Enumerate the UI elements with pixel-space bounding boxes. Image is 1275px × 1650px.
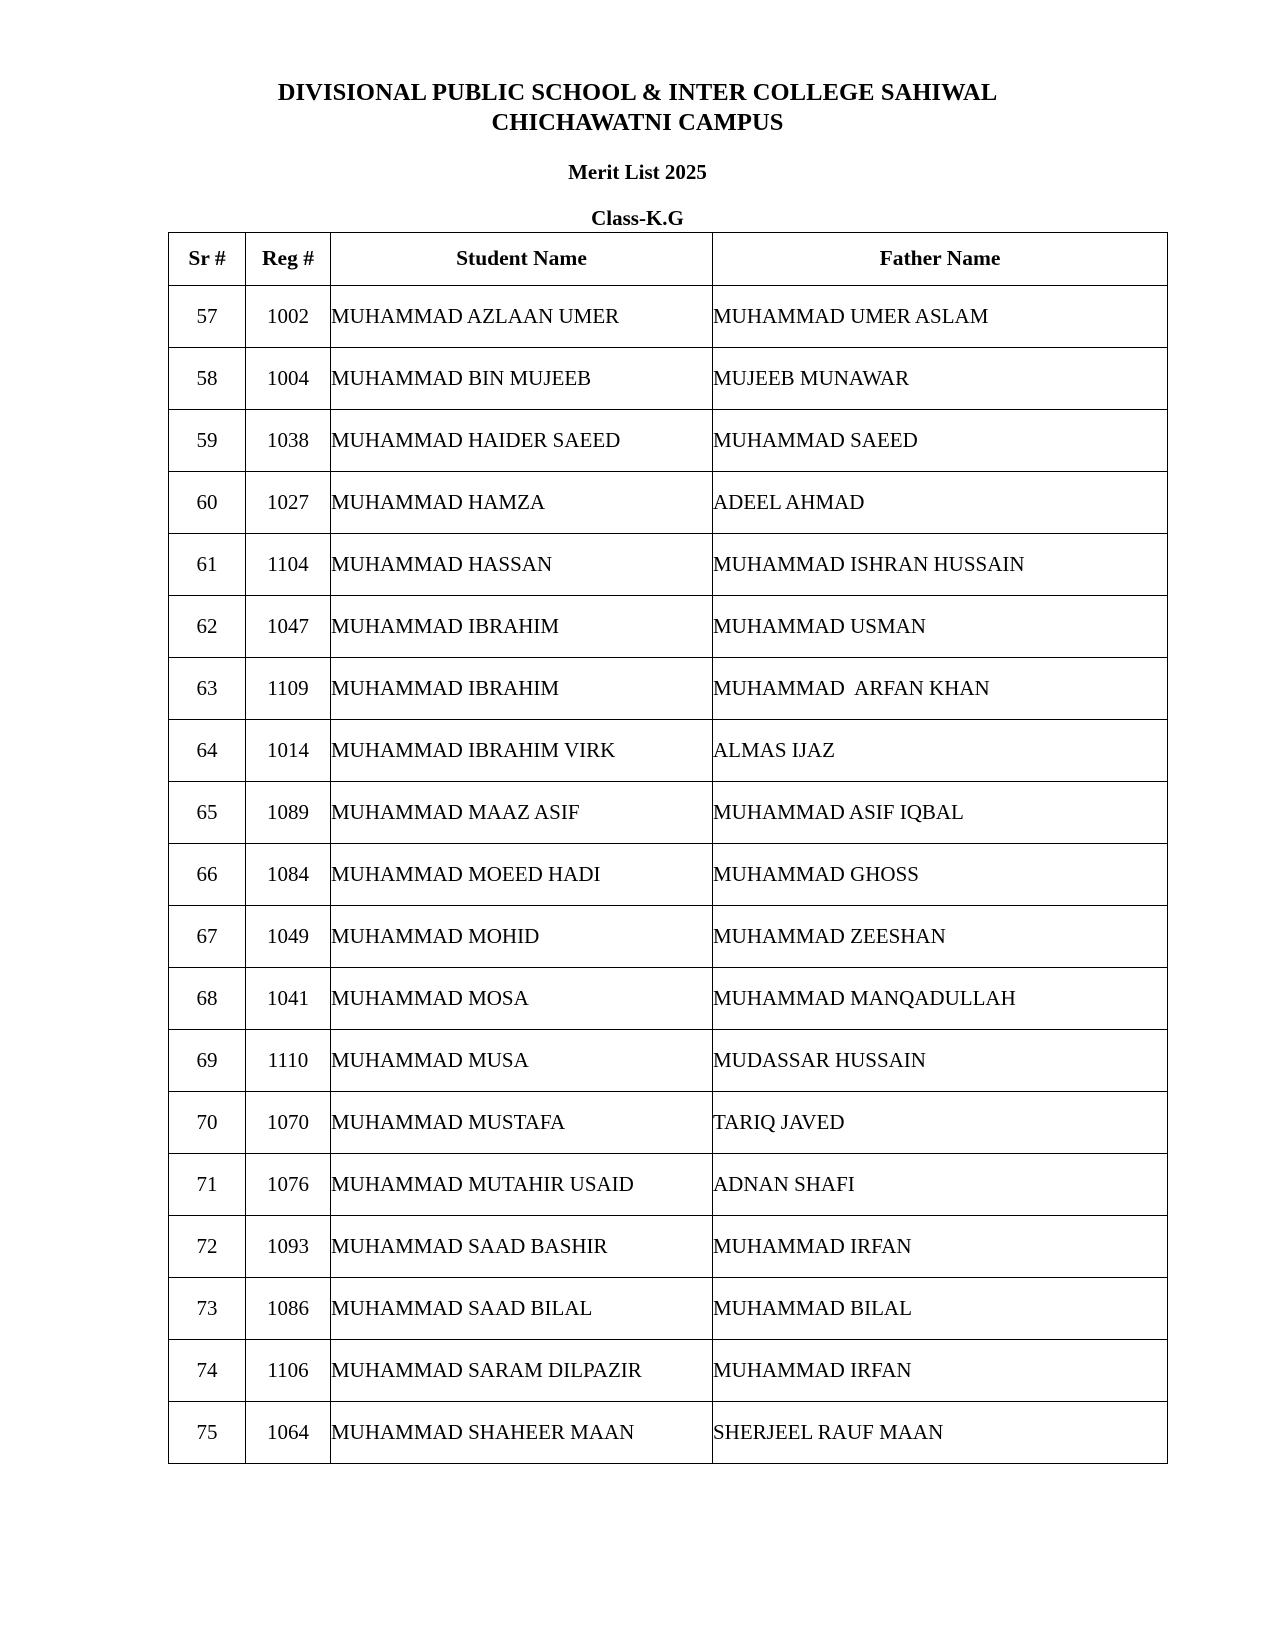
cell-student-name: MUHAMMAD HAMZA	[331, 472, 713, 534]
cell-reg: 1004	[246, 348, 331, 410]
table-row	[169, 1030, 1168, 1092]
cell-student-name: MUHAMMAD MOHID	[331, 906, 713, 968]
cell-reg: 1089	[246, 782, 331, 844]
cell-father-name: SHERJEEL RAUF MAAN	[713, 1402, 1168, 1464]
cell-student-name: MUHAMMAD SHAHEER MAAN	[331, 1402, 713, 1464]
cell-reg: 1086	[246, 1278, 331, 1340]
cell-reg: 1049	[246, 906, 331, 968]
cell-student-name: MUHAMMAD SAAD BILAL	[331, 1278, 713, 1340]
cell-reg: 1110	[246, 1030, 331, 1092]
table-row	[169, 968, 1168, 1030]
cell-sr: 57	[169, 286, 246, 348]
table-row	[169, 658, 1168, 720]
cell-father-name: MUHAMMAD GHOSS	[713, 844, 1168, 906]
cell-father-name: MUHAMMAD MANQADULLAH	[713, 968, 1168, 1030]
column-header-sr: Sr #	[169, 233, 246, 286]
cell-reg: 1002	[246, 286, 331, 348]
table-row	[169, 1216, 1168, 1278]
school-name-line1: DIVISIONAL PUBLIC SCHOOL & INTER COLLEGE SAHIWAL	[277, 79, 998, 106]
table-row	[169, 1278, 1168, 1340]
table-row	[169, 410, 1168, 472]
cell-student-name: MUHAMMAD BIN MUJEEB	[331, 348, 713, 410]
cell-father-name: MUHAMMAD USMAN	[713, 596, 1168, 658]
cell-sr: 70	[169, 1092, 246, 1154]
cell-sr: 64	[169, 720, 246, 782]
cell-reg: 1070	[246, 1092, 331, 1154]
cell-reg: 1047	[246, 596, 331, 658]
cell-father-name: MUHAMMAD UMER ASLAM	[713, 286, 1168, 348]
cell-student-name: MUHAMMAD AZLAAN UMER	[331, 286, 713, 348]
cell-father-name: MUHAMMAD IRFAN	[713, 1216, 1168, 1278]
cell-father-name: MUJEEB MUNAWAR	[713, 348, 1168, 410]
table-row	[169, 906, 1168, 968]
cell-sr: 75	[169, 1402, 246, 1464]
cell-student-name: MUHAMMAD MUSTAFA	[331, 1092, 713, 1154]
cell-reg: 1041	[246, 968, 331, 1030]
column-header-reg: Reg #	[246, 233, 331, 286]
cell-student-name: MUHAMMAD SAAD BASHIR	[331, 1216, 713, 1278]
cell-father-name: MUHAMMAD ISHRAN HUSSAIN	[713, 534, 1168, 596]
cell-student-name: MUHAMMAD SARAM DILPAZIR	[331, 1340, 713, 1402]
cell-father-name: MUHAMMAD SAEED	[713, 410, 1168, 472]
table-row	[169, 534, 1168, 596]
table-header-row	[169, 233, 1168, 286]
cell-reg: 1064	[246, 1402, 331, 1464]
cell-sr: 71	[169, 1154, 246, 1216]
cell-reg: 1084	[246, 844, 331, 906]
cell-sr: 69	[169, 1030, 246, 1092]
cell-sr: 58	[169, 348, 246, 410]
cell-sr: 72	[169, 1216, 246, 1278]
cell-student-name: MUHAMMAD MUTAHIR USAID	[331, 1154, 713, 1216]
table-row	[169, 844, 1168, 906]
cell-sr: 73	[169, 1278, 246, 1340]
table-body	[169, 286, 1168, 1464]
cell-sr: 66	[169, 844, 246, 906]
table-row	[169, 348, 1168, 410]
cell-reg: 1038	[246, 410, 331, 472]
cell-reg: 1014	[246, 720, 331, 782]
table-header	[169, 233, 1168, 286]
cell-sr: 60	[169, 472, 246, 534]
merit-table	[168, 232, 1168, 1464]
school-name-line2: CHICHAWATNI CAMPUS	[491, 109, 784, 136]
cell-student-name: MUHAMMAD MAAZ ASIF	[331, 782, 713, 844]
cell-student-name: MUHAMMAD IBRAHIM	[331, 658, 713, 720]
cell-reg: 1109	[246, 658, 331, 720]
table-row	[169, 596, 1168, 658]
cell-sr: 59	[169, 410, 246, 472]
cell-student-name: MUHAMMAD MOSA	[331, 968, 713, 1030]
cell-student-name: MUHAMMAD MOEED HADI	[331, 844, 713, 906]
cell-sr: 61	[169, 534, 246, 596]
table-row	[169, 286, 1168, 348]
cell-student-name: MUHAMMAD IBRAHIM VIRK	[331, 720, 713, 782]
table-row	[169, 1154, 1168, 1216]
cell-father-name: MUHAMMAD ZEESHAN	[713, 906, 1168, 968]
cell-father-name: MUHAMMAD IRFAN	[713, 1340, 1168, 1402]
merit-table-container	[168, 232, 1167, 1464]
class-title: Class-K.G	[591, 206, 684, 230]
cell-reg: 1104	[246, 534, 331, 596]
cell-sr: 62	[169, 596, 246, 658]
document-header	[0, 0, 1275, 231]
cell-student-name: MUHAMMAD HASSAN	[331, 534, 713, 596]
cell-father-name: ALMAS IJAZ	[713, 720, 1168, 782]
column-header-father-name: Father Name	[713, 233, 1168, 286]
cell-student-name: MUHAMMAD IBRAHIM	[331, 596, 713, 658]
cell-sr: 63	[169, 658, 246, 720]
cell-father-name: MUHAMMAD ARFAN KHAN	[713, 658, 1168, 720]
cell-father-name: ADEEL AHMAD	[713, 472, 1168, 534]
table-row	[169, 782, 1168, 844]
table-row	[169, 720, 1168, 782]
cell-student-name: MUHAMMAD HAIDER SAEED	[331, 410, 713, 472]
cell-reg: 1027	[246, 472, 331, 534]
cell-sr: 65	[169, 782, 246, 844]
cell-sr: 68	[169, 968, 246, 1030]
cell-reg: 1106	[246, 1340, 331, 1402]
table-row	[169, 472, 1168, 534]
cell-sr: 74	[169, 1340, 246, 1402]
table-row	[169, 1092, 1168, 1154]
cell-reg: 1076	[246, 1154, 331, 1216]
cell-father-name: MUDASSAR HUSSAIN	[713, 1030, 1168, 1092]
table-row	[169, 1340, 1168, 1402]
merit-list-title: Merit List 2025	[568, 160, 707, 184]
cell-father-name: ADNAN SHAFI	[713, 1154, 1168, 1216]
cell-student-name: MUHAMMAD MUSA	[331, 1030, 713, 1092]
cell-sr: 67	[169, 906, 246, 968]
cell-father-name: MUHAMMAD ASIF IQBAL	[713, 782, 1168, 844]
table-row	[169, 1402, 1168, 1464]
cell-father-name: TARIQ JAVED	[713, 1092, 1168, 1154]
column-header-student-name: Student Name	[331, 233, 713, 286]
cell-father-name: MUHAMMAD BILAL	[713, 1278, 1168, 1340]
cell-reg: 1093	[246, 1216, 331, 1278]
